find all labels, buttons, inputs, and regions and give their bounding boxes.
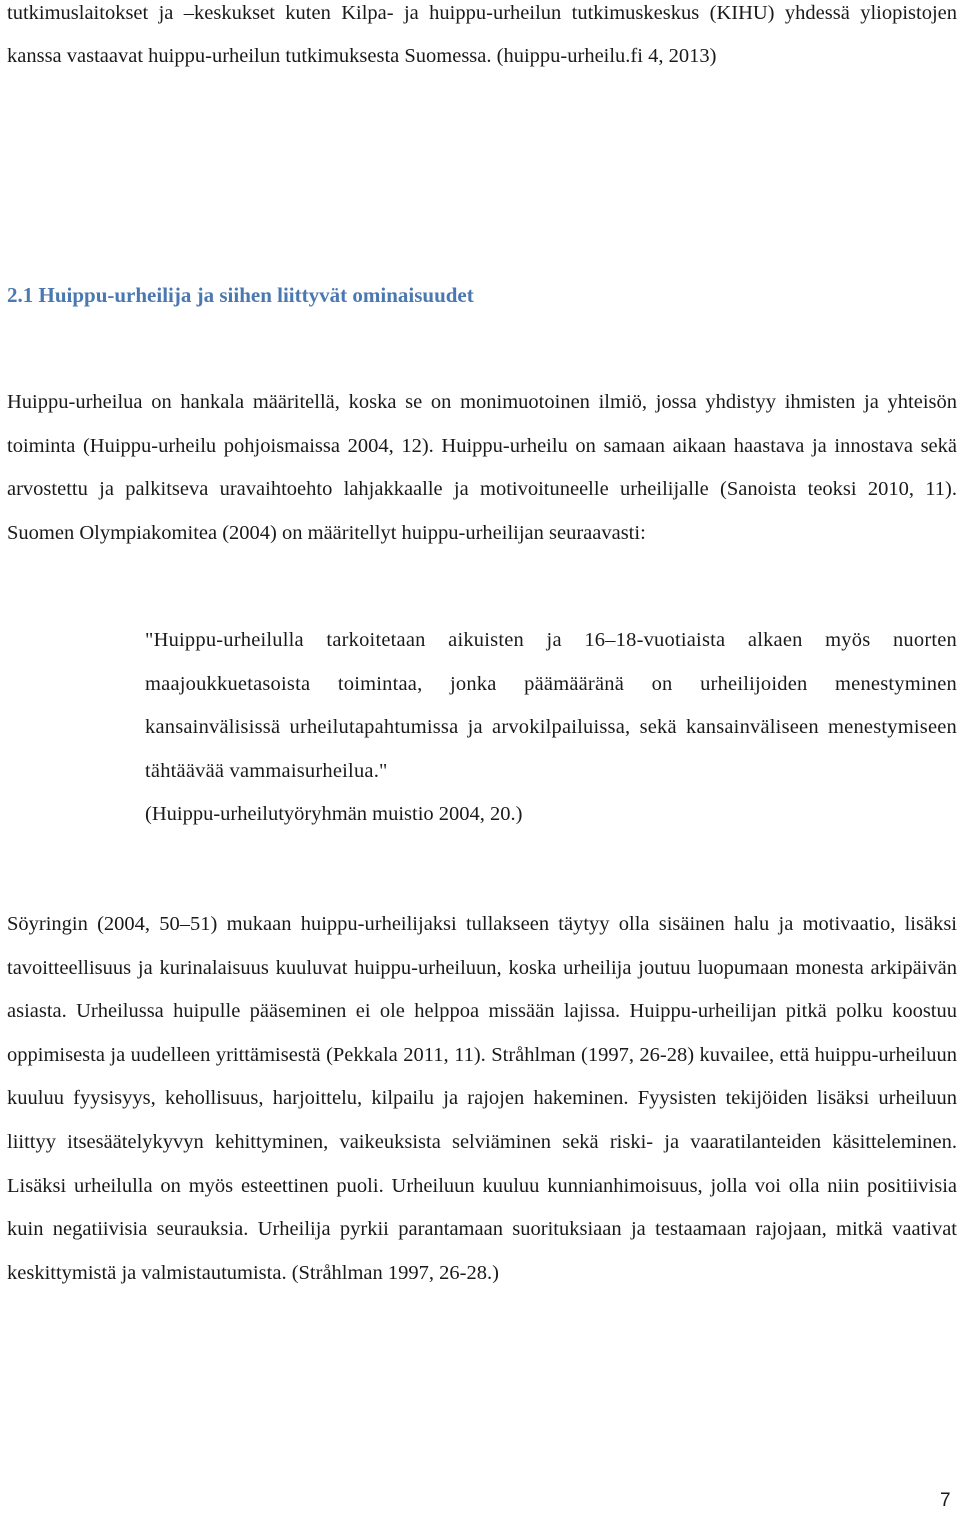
body-paragraph-2: Söyringin (2004, 50–51) mukaan huippu-urheilijaksi tullakseen täytyy olla sisäinen halu ja motivaatio, lisäksi tavoitteellisuus ja kurinalaisuus kuuluvat huippu-urheiluun, koska urheilija joutuu luopumaan monesta arkipäivän asiasta. Urheilussa huipulle pääseminen ei ole helppoa missään lajissa. Huippu-urheilijan pitkä polku koostuu oppimisesta ja uudelleen yrittämisestä (Pekkala 2011, 11). Stråhlman (1997, 26-28) kuvailee, että huippu-urheiluun kuuluu fyysisyys, kehollisuus, harjoittelu, kilpailu ja rajojen hakeminen. Fyysisten tekijöiden lisäksi urheiluun liittyy itsesäätelykyvyn kehittyminen, vaikeuksista selviäminen sekä riski- ja vaaratilanteiden käsitteleminen. Lisäksi urheilulla on myös esteettinen puoli. Urheiluun kuuluu kunnianhimoisuus, jolla voi olla niin positiivisia kuin negatiivisia seurauksia. Urheilija pyrkii parantamaan suorituksiaan ja testaamaan rajojaan, mitkä vaativat keskittymistä ja valmistautumista. (Stråhlman 1997, 26-28.) bbox=[7, 913, 957, 1284]
page-number: 7 bbox=[940, 1490, 951, 1511]
intro-continuation-paragraph: tutkimuslaitokset ja –keskukset kuten Kilpa- ja huippu-urheilun tutkimuskeskus (KIHU) yhdessä yliopistojen kanssa vastaavat huippu-urheilun tutkimuksesta Suomessa. (huippu-urheilu.fi 4, 2013) bbox=[7, 2, 957, 67]
block-quote: "Huippu-urheilulla tarkoitetaan aikuisten ja 16–18-vuotiaista alkaen myös nuorten maajoukkuetasoista toimintaa, jonka päämääränä on urheilijoiden menestyminen kansainvälisissä urheilutapahtumissa ja arvokilpailuissa, sekä kansainväliseen menestymiseen tähtäävää vammaisurheilua." bbox=[145, 629, 957, 782]
section-heading: 2.1 Huippu-urheilija ja siihen liittyvät ominaisuudet bbox=[7, 283, 474, 307]
body-paragraph-1: Huippu-urheilua on hankala määritellä, koska se on monimuotoinen ilmiö, jossa yhdistyy ihmisten ja yhteisön toiminta (Huippu-urheilu pohjoismaissa 2004, 12). Huippu-urheilu on samaan aikaan haastava ja innostava sekä arvostettu ja palkitseva uravaihtoehto lahjakkaalle ja motivoituneelle urheilijalle (Sanoista teoksi 2010, 11). Suomen Olympiakomitea (2004) on määritellyt huippu-urheilijan seuraavasti: bbox=[7, 391, 957, 544]
quote-citation: (Huippu-urheilutyöryhmän muistio 2004, 20.) bbox=[145, 803, 523, 825]
